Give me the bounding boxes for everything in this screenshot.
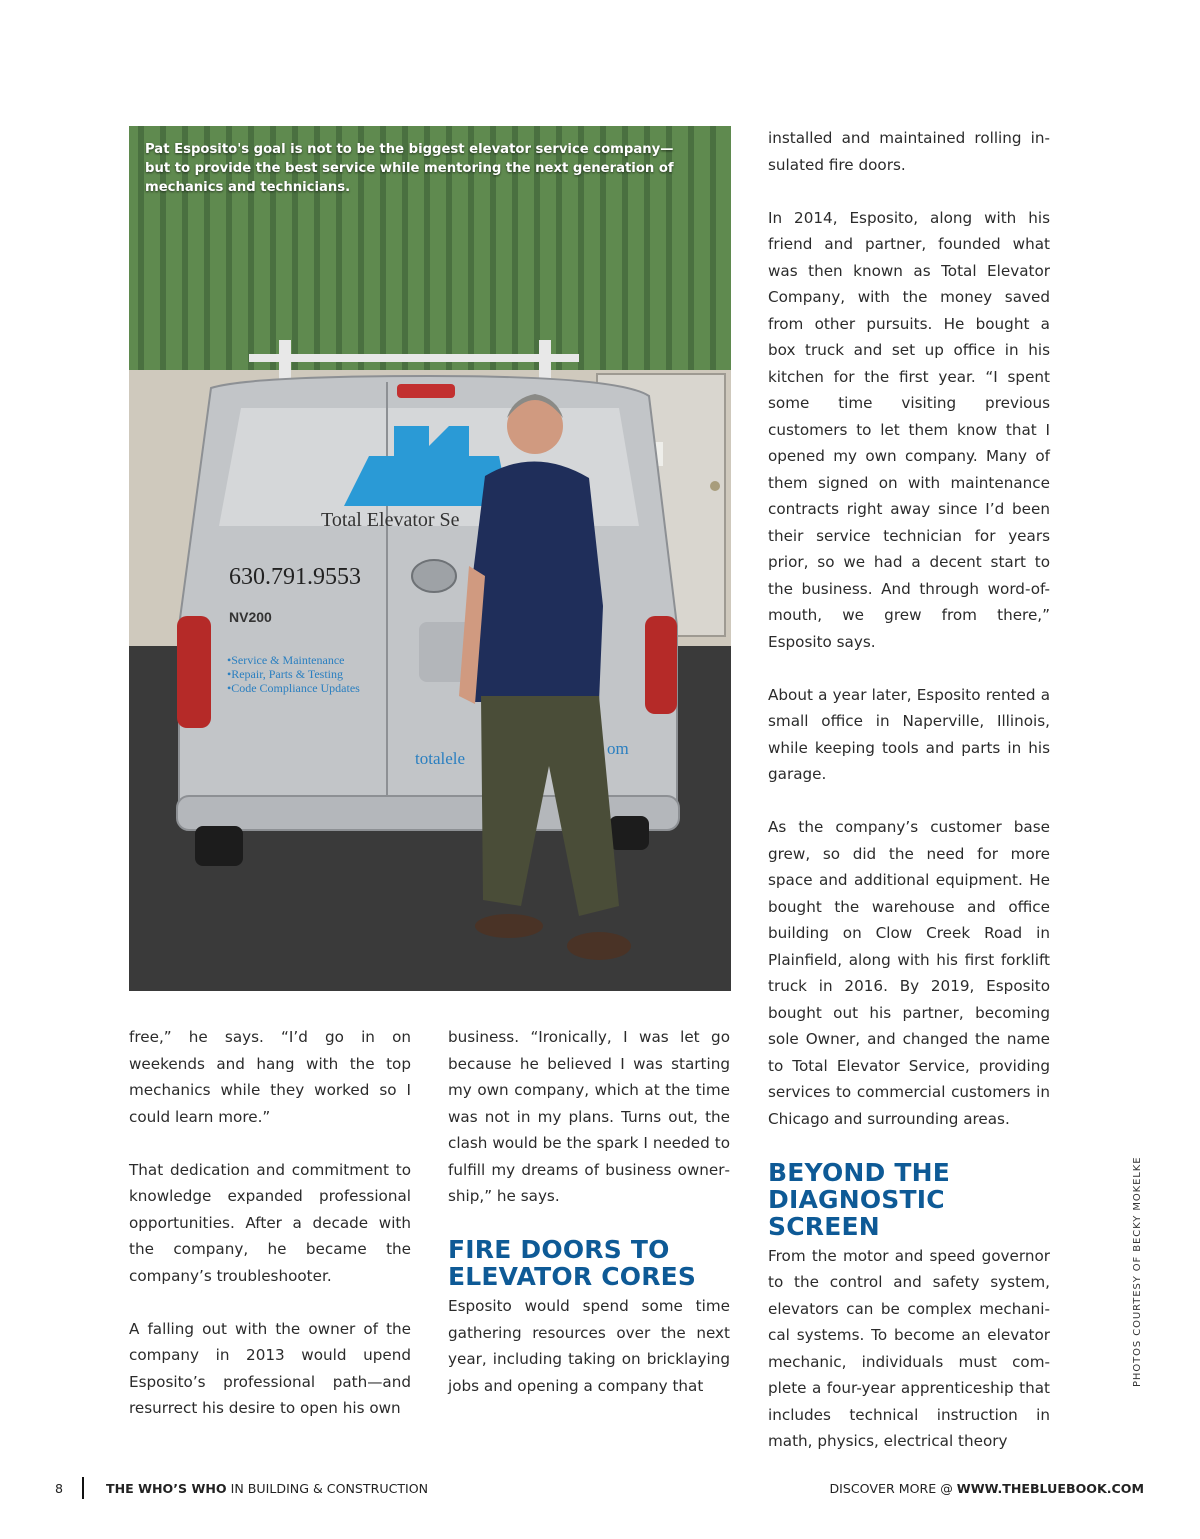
paragraph: business. “Ironically, I was let go because he believed I was starting my own company, which at the time was not in my plans. Turns out, the clash would be the spark I needed to fulfill my dreams of business ownership,” he says.: [448, 1028, 730, 1205]
van-service-3: •Code Compliance Updates: [227, 681, 360, 695]
van-photo-illustration: [129, 126, 731, 991]
discover-more: [829, 1481, 1144, 1496]
right-tire: [609, 816, 649, 850]
van-phone-text: 630.791.9553: [229, 564, 361, 590]
page-number: 8: [55, 1481, 64, 1496]
publication-title: [106, 1481, 428, 1496]
paragraph: Esposito would spend some time gathering resources over the next year, including taking on bricklaying jobs and opening a company that: [448, 1297, 730, 1395]
feature-photo: [129, 126, 731, 991]
roof-rack: [249, 354, 579, 362]
article-column-1: [129, 1024, 411, 1448]
man-shirt: [469, 461, 603, 702]
paragraph: From the motor and speed governor to the control and safety system, elevators can be complex mechanical systems. To become an elevator mechanic, individuals must complete a four-year apprenticeship that includes technical instruction in math, physics, electrical theory: [768, 1246, 1050, 1450]
photo-caption: Pat Esposito's goal is not to be the biggest elevator service company—but to provide the best service while mentoring the next generation of mechanics and technicians.: [145, 142, 674, 195]
section-heading-diagnostic: BEYOND THE DIAGNOSTIC SCREEN: [768, 1157, 951, 1241]
paragraph: In 2014, Esposito, along with his friend and partner, founded what was then known as Total Elevator Company, with the money saved from other pursuits. He bought a box truck and set up office in his kitchen for the first year. “I spent some time visiting previous customers to let them know that I opened my own company. Many of them signed on with maintenance contracts right away since I’d been their service technician for years prior, so we had a decent start to the business. And through word-of-mouth, we grew from there,” Esposito says.: [768, 208, 1050, 651]
van-model-text: NV200: [229, 609, 272, 625]
paragraph: installed and maintained rolling insulated fire doors.: [768, 129, 1050, 174]
publication-title-rest: IN BUILDING & CONSTRUCTION: [226, 1481, 429, 1496]
photo-credit: PHOTOS COURTESY OF BECKY MOKELKE: [1132, 1156, 1143, 1387]
paragraph: That dedication and commitment to knowledge expanded professional opportunities. After a decade with the company, he became the company’s troubleshooter.: [129, 1160, 411, 1285]
left-tire: [195, 826, 243, 866]
discover-label: DISCOVER MORE @: [829, 1481, 957, 1496]
van-service-2: •Repair, Parts & Testing: [227, 667, 343, 681]
page-footer: [0, 1477, 1200, 1501]
article-column-2: [448, 1024, 730, 1426]
publication-title-bold: THE WHO’S WHO: [106, 1481, 227, 1496]
paragraph: As the company’s customer base grew, so did the need for more space and additional equipment. He bought the warehouse and office building on Clow Creek Road in Plainfield, along with his first forklift truck in 2016. By 2019, Esposito bought out his partner, becoming sole Owner, and changed the name to Total Elevator Service, providing services to commercial customers in Chicago and surrounding areas.: [768, 818, 1050, 1128]
right-boot: [567, 932, 631, 960]
van-web-left: totalele: [415, 749, 466, 768]
left-taillight: [177, 616, 211, 728]
footer-divider: [82, 1477, 84, 1499]
brake-light: [397, 384, 455, 398]
nissan-badge: [412, 560, 456, 592]
paragraph: About a year later, Esposito rented a small office in Naperville, Illinois, while keeping tools and parts in his garage.: [768, 685, 1050, 783]
section-heading-fire-doors: FIRE DOORS TO ELEVATOR CORES: [448, 1235, 697, 1291]
right-taillight: [645, 616, 677, 714]
website-link[interactable]: WWW.THEBLUEBOOK.COM: [956, 1481, 1144, 1496]
paragraph: A falling out with the owner of the company in 2013 would upend Esposito’s professional path—and resurrect his desire to open his own: [129, 1319, 411, 1417]
paragraph: free,” he says. “I’d go in on weekends and hang with the top mechanics while they worked so I could learn more.”: [129, 1028, 411, 1126]
door-handle: [710, 481, 720, 491]
van-brand-text: Total Elevator Se: [321, 509, 460, 531]
van-service-1: •Service & Maintenance: [227, 653, 345, 667]
article-column-3: [768, 125, 1050, 1481]
left-boot: [475, 914, 543, 938]
van-web-right: om: [607, 739, 629, 758]
